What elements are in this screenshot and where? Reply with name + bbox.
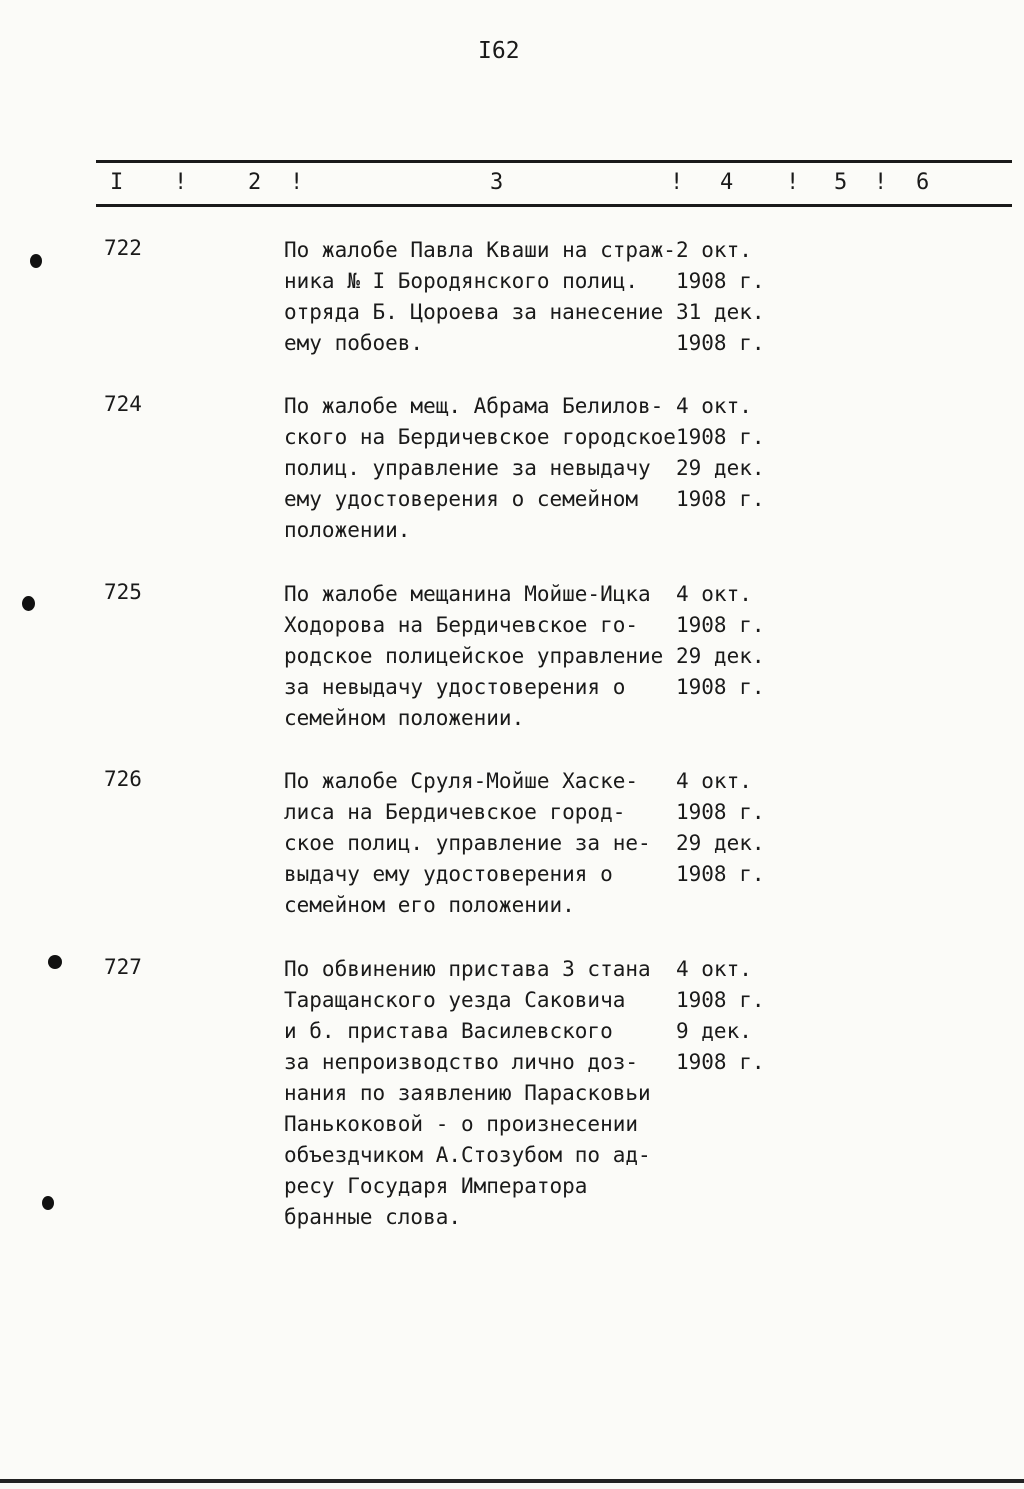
entry-number: 724 <box>104 392 142 416</box>
entry-description <box>284 766 651 921</box>
col-sep-1: ! <box>174 170 188 195</box>
text-line: Ходорова на Бердичевское го- <box>284 613 639 637</box>
entry-number: 725 <box>104 580 142 604</box>
date-line: 4 окт. <box>676 769 752 793</box>
text-line: Панькоковой - о произнесении <box>284 1112 639 1136</box>
text-line: ему побоев. <box>284 331 424 355</box>
header-rule-bottom <box>96 204 1012 207</box>
col-sep-5: ! <box>874 170 888 195</box>
col-head-1: I <box>110 170 124 195</box>
text-line: полиц. управление за невыдачу <box>284 456 651 480</box>
text-line: ника № I Бородянского полиц. <box>284 269 639 293</box>
date-line: 29 дек. <box>676 644 765 668</box>
entry-description <box>284 579 663 734</box>
text-line: за невыдачу удостоверения о <box>284 675 626 699</box>
date-line: 1908 г. <box>676 862 765 886</box>
text-line: По жалобе мещанина Мойше-Ицка <box>284 582 651 606</box>
text-line: ское полиц. управление за не- <box>284 831 651 855</box>
col-sep-2: ! <box>290 170 304 195</box>
entry-dates <box>676 954 765 1078</box>
date-line: 1908 г. <box>676 675 765 699</box>
date-line: 1908 г. <box>676 331 765 355</box>
date-line: 29 дек. <box>676 456 765 480</box>
entry-number: 726 <box>104 767 142 791</box>
bottom-edge-rule <box>0 1479 1024 1483</box>
col-head-6: 6 <box>916 170 930 195</box>
text-line: бранные слова. <box>284 1205 462 1229</box>
date-line: 31 дек. <box>676 300 765 324</box>
date-line: 1908 г. <box>676 613 765 637</box>
punch-hole-mark <box>22 596 35 611</box>
text-line: выдачу ему удостоверения о <box>284 862 613 886</box>
col-head-4: 4 <box>720 170 734 195</box>
entry-dates <box>676 235 765 359</box>
page-number: I62 <box>478 38 520 64</box>
text-line: семейном положении. <box>284 706 525 730</box>
entry-number: 722 <box>104 236 142 260</box>
date-line: 1908 г. <box>676 487 765 511</box>
entry-dates <box>676 579 765 703</box>
text-line: ского на Бердичевское городское <box>284 425 676 449</box>
date-line: 4 окт. <box>676 394 752 418</box>
punch-hole-mark <box>48 955 62 969</box>
text-line: ему удостоверения о семейном <box>284 487 639 511</box>
text-line: положении. <box>284 518 411 542</box>
header-rule-top <box>96 160 1012 163</box>
entry-description <box>284 391 676 546</box>
entry-description <box>284 235 676 359</box>
text-line: отряда Б. Цороева за нанесение <box>284 300 664 324</box>
text-line: Таращанского уезда Саковича <box>284 988 626 1012</box>
date-line: 1908 г. <box>676 425 765 449</box>
entry-number: 727 <box>104 955 142 979</box>
date-line: 9 дек. <box>676 1019 752 1043</box>
date-line: 1908 г. <box>676 1050 765 1074</box>
text-line: ресу Государя Императора <box>284 1174 588 1198</box>
entry-dates <box>676 766 765 890</box>
text-line: и б. пристава Василевского <box>284 1019 613 1043</box>
date-line: 4 окт. <box>676 582 752 606</box>
text-line: родское полицейское управление <box>284 644 664 668</box>
col-sep-3: ! <box>670 170 684 195</box>
entry-description <box>284 954 651 1233</box>
text-line: По жалобе мещ. Абрама Белилов- <box>284 394 664 418</box>
col-head-5: 5 <box>834 170 848 195</box>
text-line: семейном его положении. <box>284 893 575 917</box>
text-line: По обвинению пристава 3 стана <box>284 957 651 981</box>
text-line: По жалобе Сруля-Мойше Хаске- <box>284 769 639 793</box>
date-line: 1908 г. <box>676 988 765 1012</box>
entry-dates <box>676 391 765 515</box>
date-line: 4 окт. <box>676 957 752 981</box>
text-line: за непроизводство лично доз- <box>284 1050 639 1074</box>
text-line: объездчиком А.Стозубом по ад- <box>284 1143 651 1167</box>
text-line: лиса на Бердичевское город- <box>284 800 626 824</box>
date-line: 2 окт. <box>676 238 752 262</box>
punch-hole-mark <box>30 254 42 268</box>
text-line: По жалобе Павла Кваши на страж- <box>284 238 676 262</box>
col-head-2: 2 <box>248 170 262 195</box>
col-head-3: 3 <box>490 170 504 195</box>
date-line: 29 дек. <box>676 831 765 855</box>
text-line: нания по заявлению Парасковьи <box>284 1081 651 1105</box>
date-line: 1908 г. <box>676 269 765 293</box>
col-sep-4: ! <box>786 170 800 195</box>
date-line: 1908 г. <box>676 800 765 824</box>
punch-hole-mark <box>42 1196 54 1210</box>
